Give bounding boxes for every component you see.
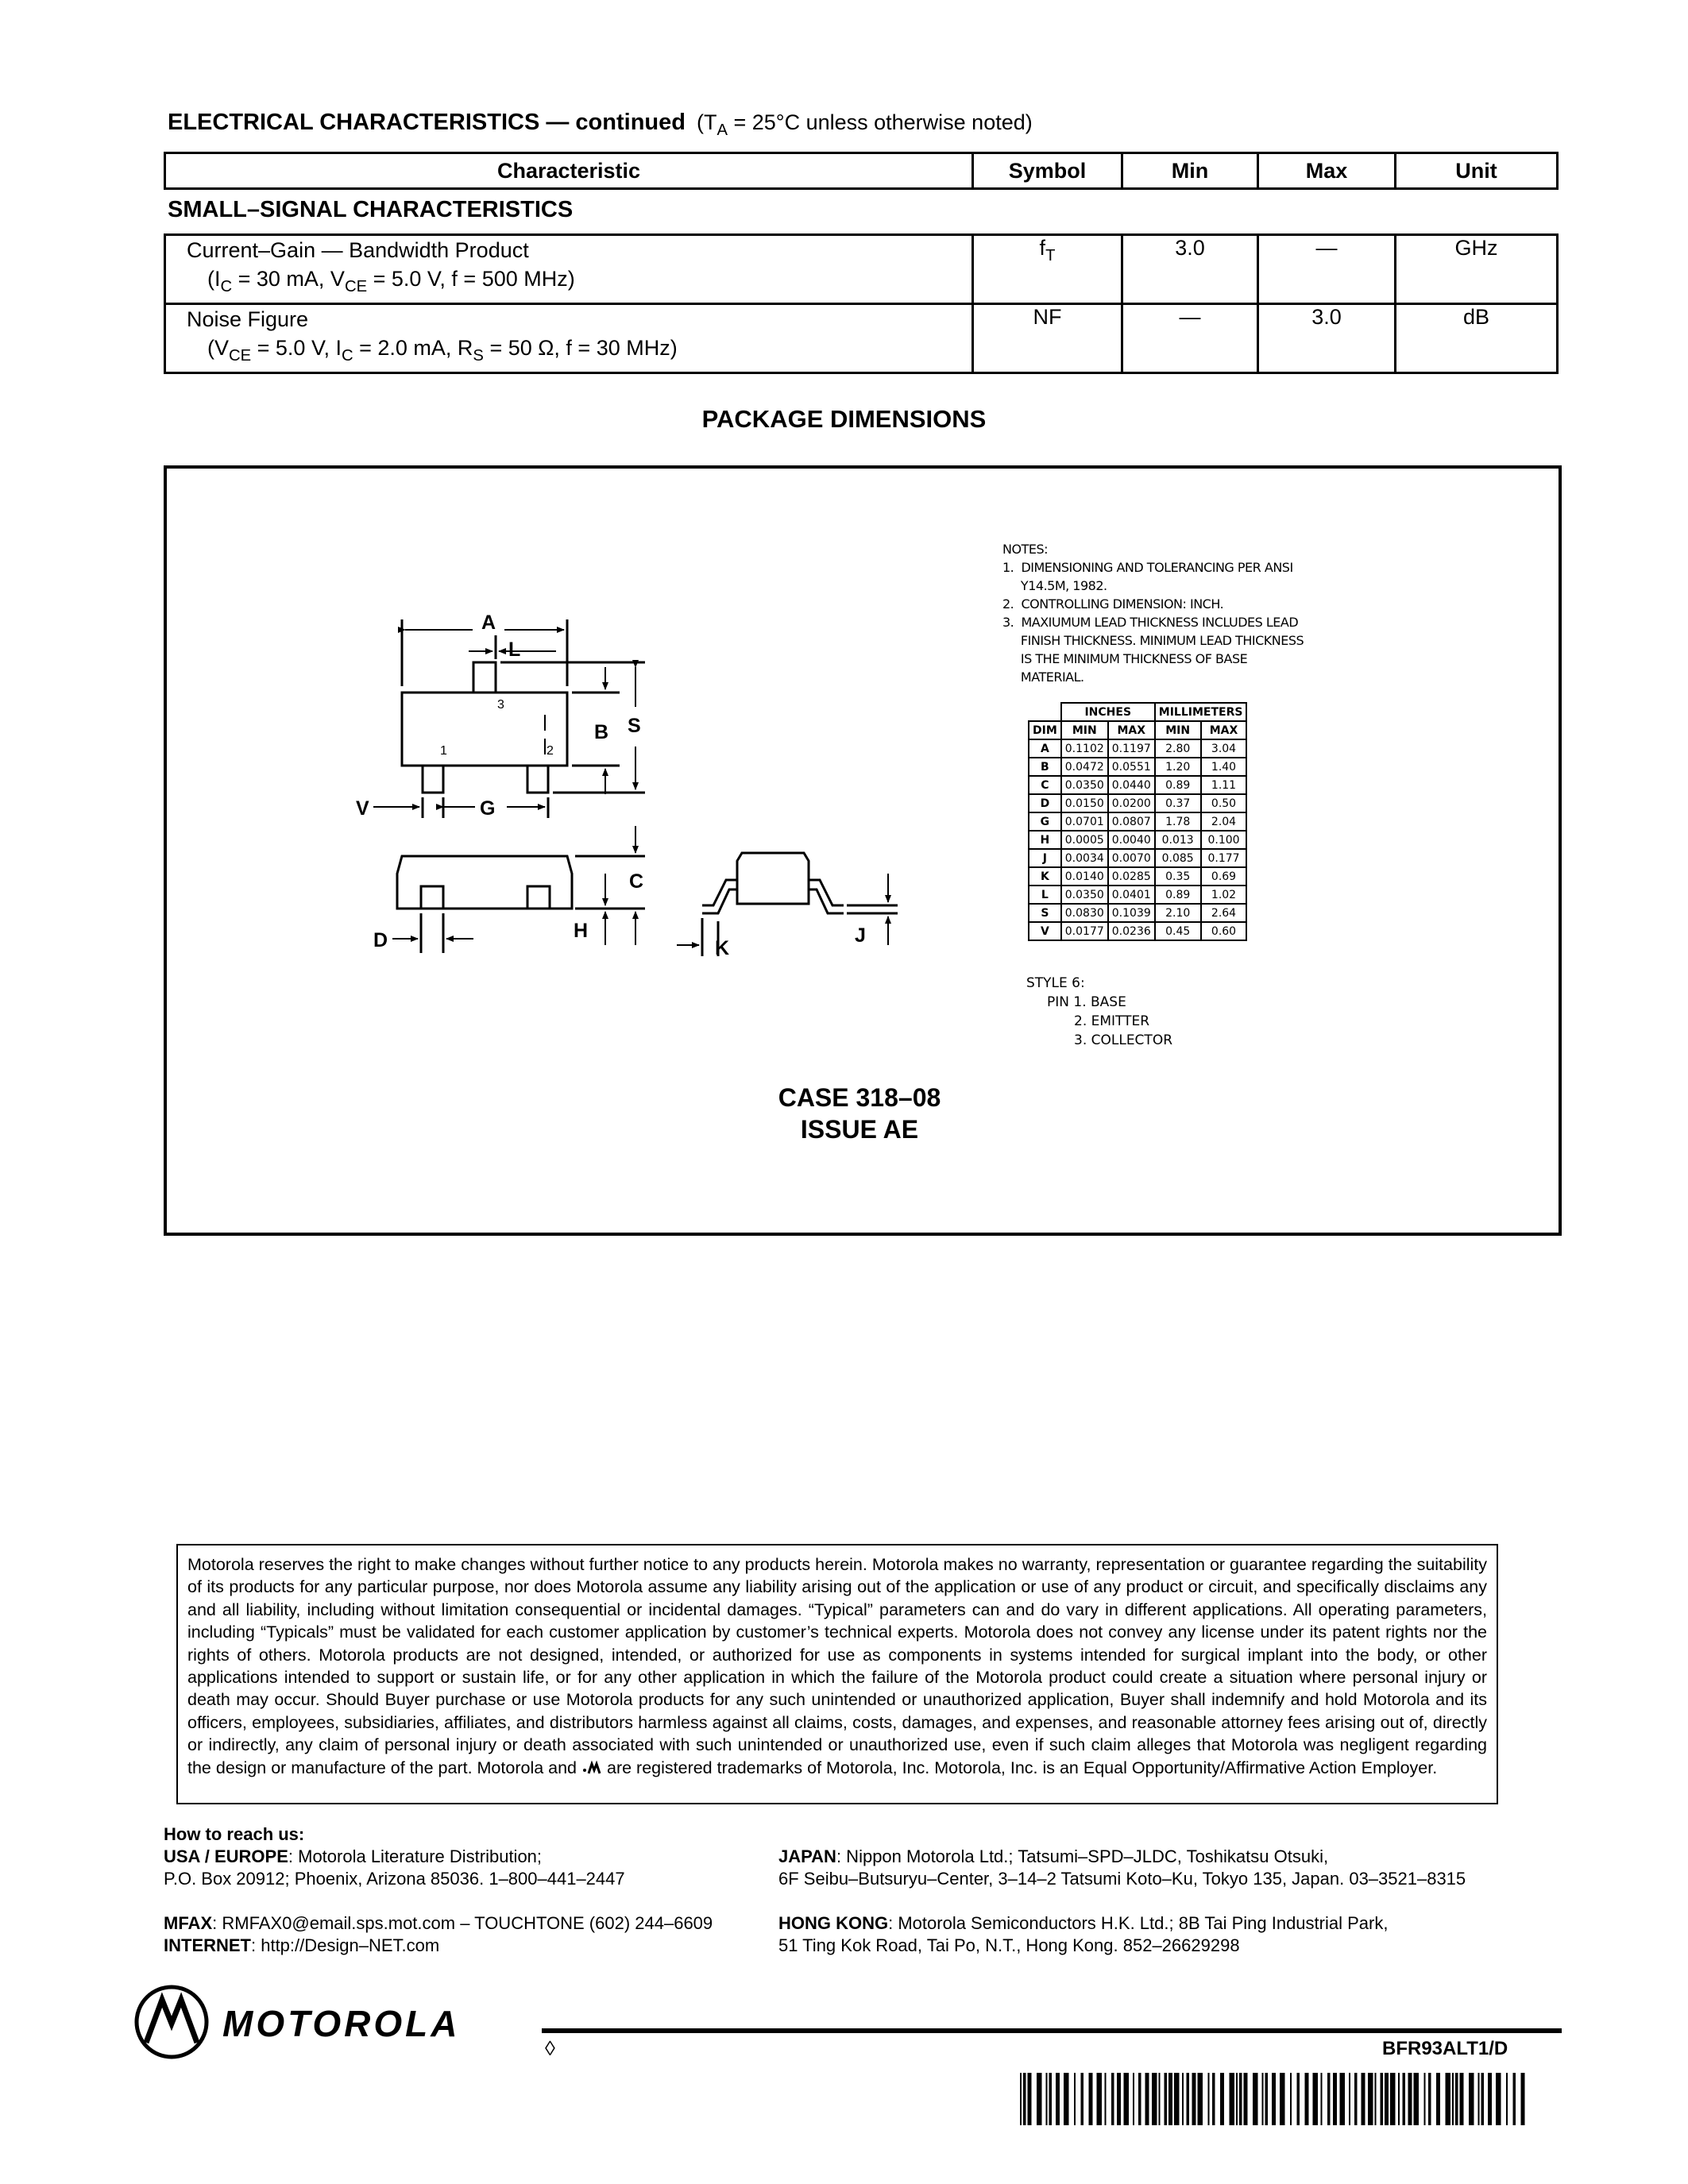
row-symbol: $f_T$ (973, 235, 1122, 304)
dim-label-H: H (574, 920, 589, 942)
footer-rule (542, 2028, 1562, 2033)
col-unit: Unit (1396, 153, 1558, 189)
dim-label-G: G (480, 797, 496, 820)
barcode (1020, 2073, 1528, 2125)
row-unit: GHz (1396, 235, 1558, 304)
pin1-lead (423, 766, 443, 793)
end-lead-left (702, 880, 737, 905)
dim-row: G 0.0701 0.0807 1.78 2.04 (1029, 812, 1246, 831)
row-max: — (1258, 235, 1396, 304)
svg-text:MOTOROLA: MOTOROLA (222, 2003, 461, 2044)
dim-row: D 0.0150 0.0200 0.37 0.50 (1029, 794, 1246, 812)
dimension-table: INCHES MILLIMETERS DIM MIN MAX MIN MAX A 0.1102 0.1197 2.80 3.04 B 0.0472 0.0551 1.20 1.40 C 0.0350 0.0440 0.89 1.11 D 0.0150 0.0200 0.37 0.50 G 0.0701 0.0807 1.78 2.04 H 0.0005 0.0040 0.013 0.100 J 0.0034 0.0070 0.085 0.177 K 0.0140 0.0285 0.35 0.69 L 0.0350 0.0401 0.89 1.02 S 0.0830 0.1039 2.10 2.64 V 0.0177 0.0236 0.45 0.60 (1028, 702, 1247, 941)
dim-row: C 0.0350 0.0440 0.89 1.11 (1029, 776, 1246, 794)
small-signal-heading: SMALL–SIGNAL CHARACTERISTICS (168, 197, 574, 222)
package-notes: NOTES: 1. DIMENSIONING AND TOLERANCING PER ANSI Y14.5M, 1982. 2. CONTROLLING DIMENSION: INCH. 3. MAXIUMUM LEAD THICKNESS INCLUDES LEAD FINISH THICKNESS. MINIMUM LEAD THICKNESS IS THE MINIMUM THICKNESS OF BASE MATERIAL. (1002, 542, 1304, 685)
row-name: Current–Gain — Bandwidth Product (187, 238, 529, 262)
top-view-body (402, 693, 567, 766)
col-min: Min (1122, 153, 1258, 189)
dim-row: L 0.0350 0.0401 0.89 1.02 (1029, 886, 1246, 904)
dim-label-S: S (628, 715, 641, 737)
row-unit: dB (1396, 304, 1558, 373)
side-lead-left (421, 886, 443, 909)
row-symbol: NF (973, 304, 1122, 373)
diamond-mark: ◊ (545, 2036, 555, 2060)
contact-right: JAPAN: Nippon Motorola Ltd.; Tatsumi–SPD–JLDC, Toshikatsu Otsuki, 6F Seibu–Butsuryu–Center, 3–14–2 Tatsumi Koto–Ku, Tokyo 135, Japan. 03–3521–8315 HONG KONG: Motorola Semiconductors H.K. Ltd.; 8B Tai Ping Industrial Park, 51 Ting Kok Road, Tai Po, N.T., Hong Kong. 852–26629298 (778, 1846, 1466, 1955)
conditions-note: ($T_A = 25^\circ C$ unless otherwise noted) (696, 110, 1033, 140)
package-title: PACKAGE DIMENSIONS (701, 405, 987, 433)
side-view-body (397, 856, 572, 909)
row-name: Noise Figure (187, 307, 309, 331)
motorola-logo (133, 1984, 483, 2063)
case-number: CASE 318–08 (778, 1083, 941, 1112)
dim-label-D: D (373, 929, 388, 951)
side-lead-right (527, 886, 550, 909)
section-title: ELECTRICAL CHARACTERISTICS — continued (168, 110, 686, 135)
dim-row: H 0.0005 0.0040 0.013 0.100 (1029, 831, 1246, 849)
pin-label-3: 3 (497, 698, 504, 712)
dim-row: J 0.0034 0.0070 0.085 0.177 (1029, 849, 1246, 867)
dim-label-K: K (715, 937, 730, 959)
dim-label-B: B (594, 721, 609, 743)
dim-label-V: V (356, 797, 369, 820)
row-conditions: ($I_C = 30$ mA, $V_{CE} = 5.0$ V, f = 500 MHz) (207, 267, 575, 296)
col-characteristic: Characteristic (165, 153, 973, 189)
dim-label-J: J (855, 924, 866, 947)
end-lead-right (809, 880, 844, 905)
col-max: Max (1258, 153, 1396, 189)
dim-label-L: L (508, 639, 521, 661)
document-id: BFR93ALT1/D (1382, 2038, 1508, 2059)
pin-label-1: 1 (440, 744, 447, 758)
pin-style: STYLE 6: PIN 1. BASE 2. EMITTER 3. COLLECTOR (1026, 975, 1173, 1048)
dim-row: B 0.0472 0.0551 1.20 1.40 (1029, 758, 1246, 776)
col-symbol: Symbol (973, 153, 1122, 189)
motorola-m-icon (581, 1761, 602, 1775)
dim-row: S 0.0830 0.1039 2.10 2.64 (1029, 904, 1246, 922)
disclaimer-box: Motorola reserves the right to make changes without further notice to any products herein. Motorola makes no warranty, representation or guarantee regarding the suitability of its products for any particular purpose, nor does Motorola assume any liability arising out of the application or use of any product or circuit, and specifically disclaims any and all liability, including without limitation consequential or incidental damages. “Typical” parameters can and do vary in different applications. All operating parameters, including “Typicals” must be validated for each customer application by customer’s technical experts. Motorola does not convey any license under its patent rights nor the rights of others. Motorola products are not designed, intended, or authorized for use as components in systems intended for surgical implant into the body, or other applications intended to support or sustain life, or for any other application in which the failure of the Motorola product could create a situation where personal injury or death may occur. Should Buyer purchase or use Motorola products for any such unintended or unauthorized application, Buyer shall indemnify and hold Motorola and its officers, employees, subsidiaries, affiliates, and distributors harmless against all claims, costs, damages, and expenses, and reasonable attorney fees arising out of, directly or indirectly, any claim of personal injury or death associated with such unintended or unauthorized use, even if such claim alleges that Motorola was negligent regarding the design or manufacture of the part. Motorola and are registered trademarks of Motorola, Inc. Motorola, Inc. is an Equal Opportunity/Affirmative Action Employer. (176, 1544, 1498, 1804)
row-min: — (1122, 304, 1258, 373)
row-conditions: ($V_{CE} = 5.0$ V, $I_C = 2.0$ mA, $R_S = 50$ Ω, f = 30 MHz) (207, 336, 678, 365)
row-min: 3.0 (1122, 235, 1258, 304)
dim-label-C: C (629, 870, 644, 893)
pin-label-2: 2 (547, 744, 554, 758)
case-info (164, 1082, 1555, 1145)
contact-left: How to reach us: USA / EUROPE: Motorola Literature Distribution; P.O. Box 20912; Phoenix, Arizona 85036. 1–800–441–2447 MFAX: RMFAX0@email.sps.mot.com – TOUCHTONE (602) 244–6609 INTERNET: http://Design–NET.com (164, 1824, 713, 1955)
dim-row: V 0.0177 0.0236 0.45 0.60 (1029, 922, 1246, 940)
row-max: 3.0 (1258, 304, 1396, 373)
pin2-lead (527, 766, 548, 793)
dim-row: A 0.1102 0.1197 2.80 3.04 (1029, 739, 1246, 758)
dim-row: K 0.0140 0.0285 0.35 0.69 (1029, 867, 1246, 886)
dim-label-A: A (481, 612, 496, 634)
case-issue: ISSUE AE (800, 1115, 919, 1144)
pin3-lead (473, 662, 496, 693)
end-view-body (737, 853, 809, 904)
